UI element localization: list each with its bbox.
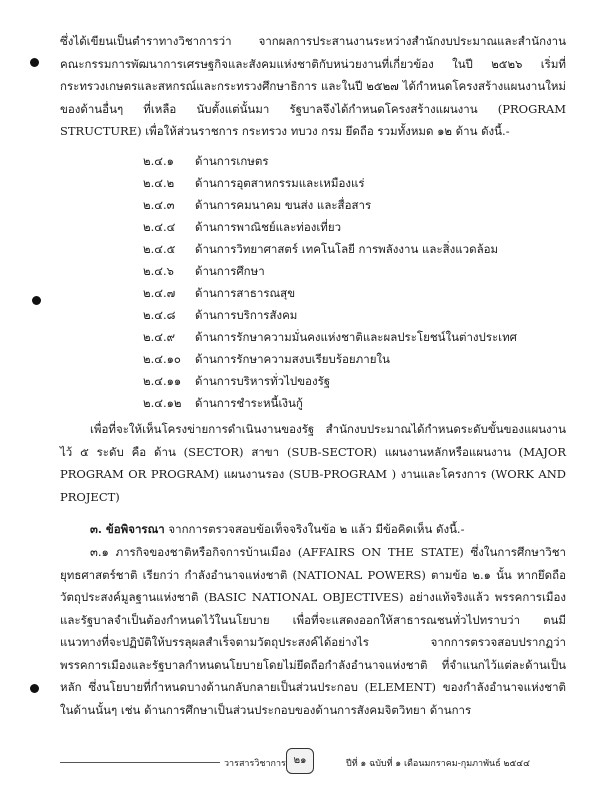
item-number: ๒.๔.๑๐ — [143, 352, 181, 366]
levels-paragraph: เพื่อที่จะให้เห็นโครงข่ายการดำเนินงานของรัฐ สำนักงบประมาณได้กำหนดระดับขั้นของแผนงานไว้ ๕ ระดับ คือ ด้าน (SECTOR) สาขา (SUB-SECTOR) แผนงานหลักหรือแผนงาน (MAJOR PROGRAM OR PROGRAM) แผนงานรอง (SUB-PROGRAM ) งานและโครงการ (WORK AND PROJECT) — [60, 422, 566, 504]
page-number: ๒๑ — [286, 748, 314, 774]
intro-paragraph: ซึ่งได้เขียนเป็นตำราทางวิชาการว่า จากผลการประสานงานระหว่างสำนักงบประมาณและสำนักงานคณะกรรมการพัฒนาการเศรษฐกิจและสังคมแห่งชาติกับหน่วยงานที่เกี่ยวข้อง ในปี ๒๕๒๖ เริ่มที่กระทรวงเกษตรและสหกรณ์และกระทรวงศึกษาธิการ และในปี ๒๕๒๗ ได้กำหนดโครงสร้างแผนงานใหม่ของด้านอื่นๆ ที่เหลือ นับตั้งแต่นั้นมา รัฐบาลจึงได้กำหนดโครงสร้างแผนงาน (PROGRAM STRUCTURE) เพื่อให้ส่วนราชการ กระทรวง ทบวง กรม ยึดถือ รวมทั้งหมด ๑๒ ด้าน ดังนี้.- — [60, 34, 566, 138]
item-text: ด้านการคมนาคม ขนส่ง และสื่อสาร — [195, 198, 372, 212]
item-text: ด้านการเกษตร — [195, 154, 269, 168]
punch-hole-mark — [30, 684, 39, 693]
list-item — [143, 370, 563, 392]
item-number: ๒.๔.๒ — [143, 176, 175, 190]
item-text: ด้านการบริหารทั่วไปของรัฐ — [195, 374, 331, 388]
list-item — [143, 326, 563, 348]
item-number: ๒.๔.๑๑ — [143, 374, 182, 388]
footer-issue-info: ปีที่ ๑ ฉบับที่ ๑ เดือนมกราคม-กุมภาพันธ์ ๒๕๔๔ — [346, 759, 530, 769]
paragraph-3-1: ๓.๑ ภารกิจของชาติหรือกิจการบ้านเมือง (AFFAIRS ON THE STATE) ซึ่งในการศึกษาวิชายุทธศาสตร์ชาติ เรียกว่า กำลังอำนาจแห่งชาติ (NATIONAL POWERS) ตามข้อ ๒.๑ นั้น หากยึดถือวัตถุประสงค์มูลฐานแห่งชาติ (BASIC NATIONAL OBJECTIVES) อย่างแท้จริงแล้ว พรรคการเมืองและรัฐบาลจำเป็นต้องกำหนดไว้ในนโยบาย เพื่อที่จะแสดงออกให้สาธารณชนทั่วไปทราบว่า ตนมีแนวทางที่จะปฏิบัติให้บรรลุผลสำเร็จตามวัตถุประสงค์ได้อย่างไร จากการตรวจสอบปรากฏว่า พรรคการเมืองและรัฐบาลกำหนดนโยบายโดยไม่ยึดถือกำลังอำนาจแห่งชาติ ที่จำแนกไว้แต่ละด้านเป็นหลัก ซึ่งนโยบายที่กำหนดบางด้านกลับกลายเป็นส่วนประกอบ (ELEMENT) ของกำลังอำนาจแห่งชาติในด้านนั้นๆ เช่น ด้านการศึกษาเป็นส่วนประกอบของด้านการสังคมจิตวิทยา ด้านการ — [60, 545, 566, 717]
punch-hole-mark — [30, 58, 39, 67]
item-number: ๒.๔.๔ — [143, 220, 176, 234]
item-text: ด้านการสาธารณสุข — [195, 286, 296, 300]
footer-journal-name: วารสารวิชาการ — [224, 759, 286, 769]
item-text: ด้านการรักษาความสงบเรียบร้อยภายใน — [195, 352, 390, 366]
section-3-heading: ๓. ข้อพิจารณา — [90, 522, 165, 536]
list-item — [143, 216, 563, 238]
item-text: ด้านการชำระหนี้เงินกู้ — [195, 396, 303, 410]
item-text: ด้านการพาณิชย์และท่องเที่ยว — [195, 220, 342, 234]
item-number: ๒.๔.๑๒ — [143, 396, 182, 410]
item-number: ๒.๔.๘ — [143, 308, 176, 322]
list-item — [143, 194, 563, 216]
sector-list — [143, 150, 563, 414]
list-item — [143, 260, 563, 282]
item-text: ด้านการบริการสังคม — [195, 308, 298, 322]
punch-hole-mark — [32, 296, 41, 305]
list-item — [143, 348, 563, 370]
item-text: ด้านการศึกษา — [195, 264, 265, 278]
list-item — [143, 238, 563, 260]
item-number: ๒.๔.๓ — [143, 198, 175, 212]
section-3-lead: จากการตรวจสอบข้อเท็จจริงในข้อ ๒ แล้ว มีข้อคิดเห็น ดังนี้.- — [164, 522, 465, 536]
list-item — [143, 282, 563, 304]
list-item — [143, 304, 563, 326]
item-number: ๒.๔.๖ — [143, 264, 174, 278]
item-text: ด้านการรักษาความมั่นคงแห่งชาติและผลประโยชน์ในต่างประเทศ — [195, 330, 517, 344]
item-text: ด้านการอุตสาหกรรมและเหมืองแร่ — [195, 176, 365, 190]
list-item — [143, 150, 563, 172]
item-number: ๒.๔.๑ — [143, 154, 174, 168]
item-number: ๒.๔.๕ — [143, 242, 176, 256]
list-item — [143, 172, 563, 194]
page-footer — [0, 748, 612, 778]
list-item — [143, 392, 563, 414]
footer-rule-left — [60, 762, 220, 763]
item-number: ๒.๔.๗ — [143, 286, 176, 300]
item-number: ๒.๔.๙ — [143, 330, 176, 344]
section-3-heading-line — [60, 518, 566, 541]
item-text: ด้านการวิทยาศาสตร์ เทคโนโลยี การพลังงาน และสิ่งแวดล้อม — [195, 242, 499, 256]
